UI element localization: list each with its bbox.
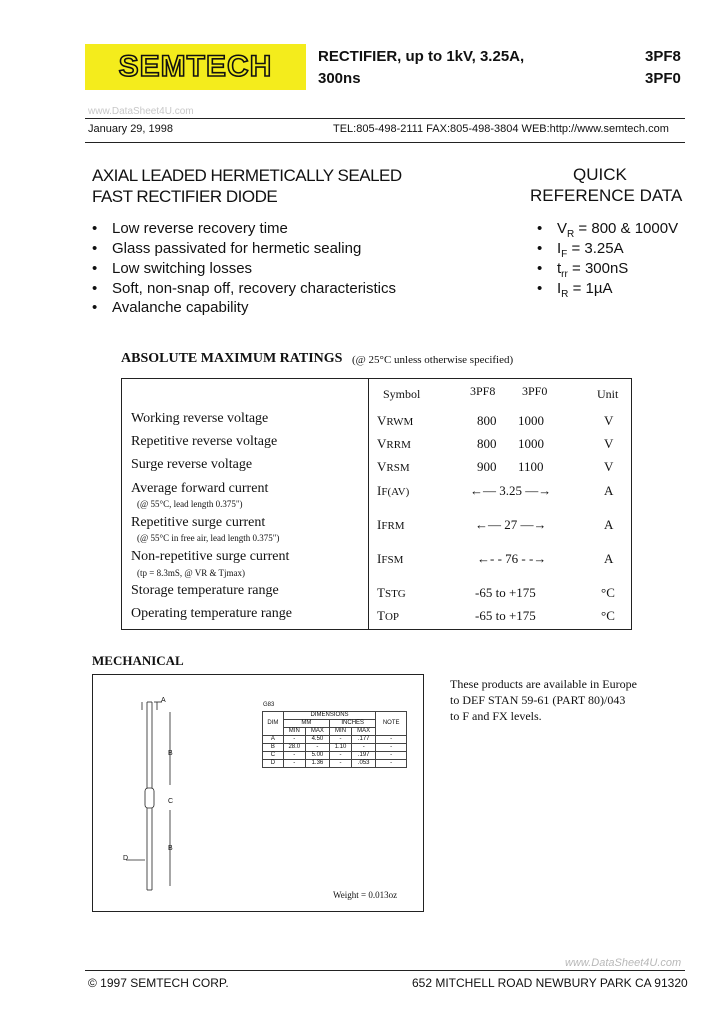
quick-ref-item: • $t_{rr} = 300nS$ [537,260,629,280]
table-row: A - 4.50 - .177 - [263,736,407,744]
rating-value-3pf0: 1000 [518,413,544,428]
rating-symbol: VRWM [377,413,414,428]
ratings-title: ABSOLUTE MAXIMUM RATINGS [121,351,343,366]
rating-value-3pf8: 800 [477,413,497,428]
note-col-header: NOTE [376,712,407,736]
feature-item: • Glass passivated for hermetic sealing [92,240,362,257]
feature-item: • Low switching losses [92,260,253,277]
part-number-2: 3PF0 [645,70,681,87]
quick-ref-item: • $I_R = 1\mu A$ [537,280,613,300]
max-header: MAX [305,728,329,736]
rating-condition: (tp = 8.3mS, @ VR & Tjmax) [137,568,246,578]
availability-line3: to F and FX levels. [450,709,542,723]
table-divider [368,378,369,630]
rating-label: Surge reverse voltage [131,457,253,472]
rating-unit: A [604,517,614,532]
max-header: MAX [352,728,376,736]
quick-ref-title-line1: QUICK [573,165,627,184]
dim-label-d: D [123,855,129,862]
rating-unit: V [604,459,614,474]
semtech-logo [85,44,306,90]
rating-symbol: VRRM [377,436,411,451]
rating-label: Storage temperature range [131,583,279,598]
availability-line1: These products are available in Europe [450,677,637,691]
feature-item: • Low reverse recovery time [92,220,288,237]
dim-label-b: B [168,750,173,757]
doc-title-line1: RECTIFIER, up to 1kV, 3.25A, [318,48,525,65]
availability-line2: to DEF STAN 59-61 (PART 80)/043 [450,693,626,707]
doc-date: January 29, 1998 [88,123,174,135]
dimensions-header: DIMENSIONS [283,712,376,720]
rating-unit: V [604,436,614,451]
dimensions-table [262,711,407,768]
rating-symbol: IFSM [377,551,404,566]
address: 652 MITCHELL ROAD NEWBURY PARK CA 91320 [412,976,688,990]
rating-condition: (@ 55°C in free air, lead length 0.375") [137,533,280,543]
dim-label-b2: B [168,845,173,852]
rating-label: Non-repetitive surge current [131,549,290,564]
col-3pf8-header: 3PF8 [470,384,496,398]
rating-span-value: -65 to +175 [475,608,536,623]
mm-header: MM [283,720,329,728]
rating-value-3pf8: 800 [477,436,497,451]
min-header: MIN [330,728,352,736]
rating-value-3pf8: 900 [477,459,497,474]
feature-item: • Soft, non-snap off, recovery characteristics [92,280,397,297]
rating-symbol: TOP [377,608,400,623]
quick-ref-item: • $I_F = 3.25A$ [537,240,624,260]
rating-symbol: VRSM [377,459,410,474]
rating-label: Repetitive surge current [131,515,266,530]
watermark-top: www.DataSheet4U.com [88,106,194,117]
rating-span-value: ←— 27 —→ [475,517,547,532]
quick-ref-item: • $V_R = 800$ & 1000V [537,220,679,240]
rating-label: Operating temperature range [131,606,292,621]
divider [85,118,685,119]
inches-header: INCHES [330,720,376,728]
rating-symbol: TSTG [377,585,406,600]
rating-label: Average forward current [131,481,269,496]
rating-unit: A [604,551,614,566]
rating-unit: °C [601,608,615,623]
divider [85,970,685,971]
diode-outline-drawing [120,690,180,900]
dim-col-header: DIM [263,712,284,736]
rating-unit: A [604,483,614,498]
rating-label: Working reverse voltage [131,411,269,426]
rating-unit: °C [601,585,615,600]
table-row: D - 1.36 - .053 - [263,760,407,768]
rating-condition: (@ 55°C, lead length 0.375") [137,499,243,509]
mechanical-title: MECHANICAL [92,653,184,668]
rating-symbol: IF(AV) [377,483,410,498]
divider [85,142,685,143]
contact-info: TEL:805-498-2111 FAX:805-498-3804 WEB:http://www.semtech.com [333,123,669,135]
rating-label: Repetitive reverse voltage [131,434,278,449]
part-number-1: 3PF8 [645,48,681,65]
copyright: © 1997 SEMTECH CORP. [88,976,229,990]
table-row: C - 5.00 - .197 - [263,752,407,760]
logo-text: SEMTECH [118,50,273,83]
col-symbol-header: Symbol [383,387,421,401]
rating-unit: V [604,413,614,428]
rating-value-3pf0: 1000 [518,436,544,451]
col-3pf0-header: 3PF0 [522,384,548,398]
min-header: MIN [283,728,305,736]
package-name: G83 [263,702,275,708]
product-heading-line2: FAST RECTIFIER DIODE [92,187,278,206]
rating-span-value: ←- - 76 - -→ [477,551,547,566]
rating-value-3pf0: 1100 [518,459,544,474]
feature-item: • Avalanche capability [92,299,249,316]
rating-span-value: -65 to +175 [475,585,536,600]
quick-ref-title-line2: REFERENCE DATA [530,186,683,205]
table-row: B 28.0 - 1.10 - - [263,744,407,752]
ratings-condition: (@ 25°C unless otherwise specified) [352,354,514,366]
rating-symbol: IFRM [377,517,405,532]
weight-label: Weight = 0.013oz [333,890,398,900]
doc-title-line2: 300ns [318,70,361,87]
dim-label-a: A [161,697,166,704]
col-unit-header: Unit [597,387,619,401]
dim-label-c: C [168,798,174,805]
rating-span-value: ←— 3.25 —→ [470,483,552,498]
product-heading-line1: AXIAL LEADED HERMETICALLY SEALED [92,166,402,185]
watermark-bottom: www.DataSheet4U.com [565,957,682,969]
